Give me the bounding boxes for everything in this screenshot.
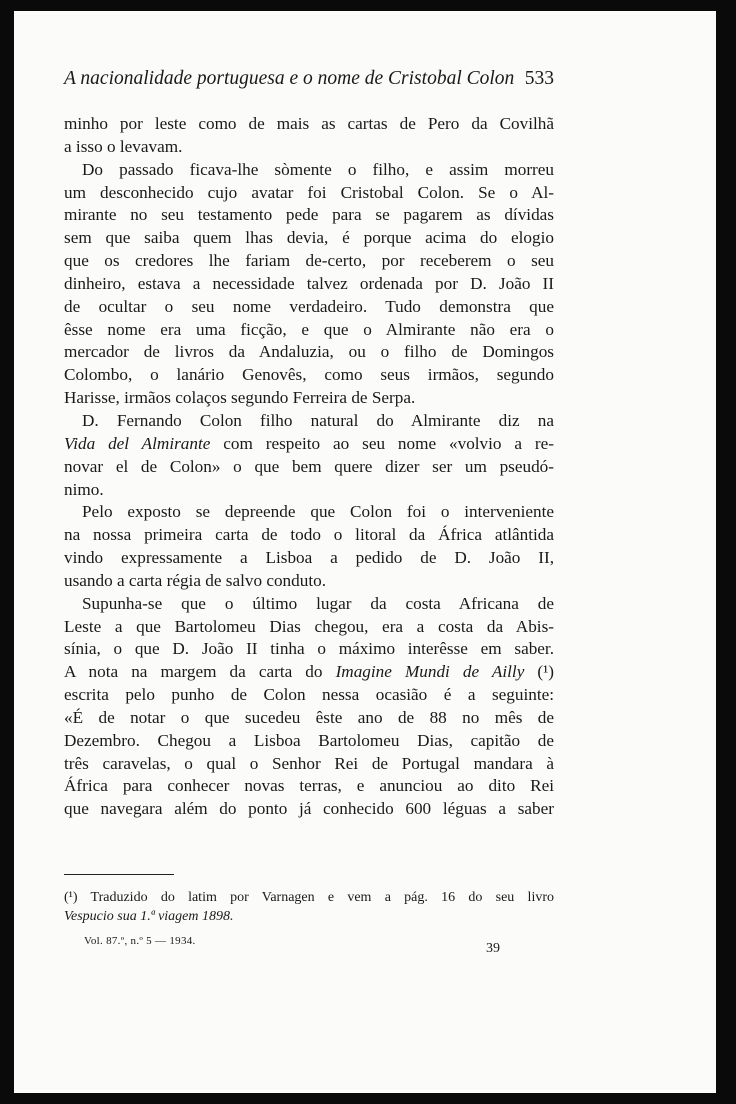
text-line: minho por leste como de mais as cartas de Pero da Covilhã — [64, 114, 554, 133]
text-line: Harisse, irmãos colaços segundo Ferreira de Serpa. — [64, 388, 416, 408]
text-line: nimo. — [64, 479, 104, 499]
text-line: usando a carta régia de salvo conduto. — [64, 570, 327, 590]
book-title-italic: Vida del Almirante — [64, 433, 211, 453]
text-line: três caravelas, o qual o Senhor Rei de Portugal mandara à — [64, 753, 554, 773]
footnote-divider — [64, 874, 174, 875]
signature-mark: 39 — [486, 941, 500, 956]
text-line: África para conhecer novas terras, e anunciou ao dito Rei — [64, 776, 554, 796]
running-title: A nacionalidade portuguesa e o nome de Cristobal Colon — [64, 68, 515, 89]
volume-line: Vol. 87.º, n.º 5 — 1934. — [84, 935, 196, 947]
text-line: D. Fernando Colon filho natural do Almirante diz na — [82, 410, 554, 430]
text-line: mercador de livros da Andaluzia, ou o filho de Domingos — [64, 342, 554, 362]
footnote-line — [64, 888, 554, 907]
text-line-mixed — [64, 661, 554, 684]
footnote — [64, 888, 554, 926]
footnote-text: Traduzido do latim por Varnagen e vem a pág. 16 do seu livro — [77, 890, 554, 905]
text-line: sem que saiba quem lhas devia, é porque acima do elogio — [64, 228, 554, 248]
text-line: um desconhecido cujo avatar foi Cristobal Colon. Se o Al- — [64, 182, 554, 202]
text-line: que navegara além do ponto já conhecido 600 léguas a saber — [64, 799, 554, 819]
text-line: vindo expressamente a Lisboa a pedido de D. João II, — [64, 548, 554, 568]
text-line: novar el de Colon» o que bem quere dizer ser um pseudó- — [64, 456, 554, 476]
text-line: Do passado ficava-lhe sòmente o filho, e assim morreu — [82, 159, 554, 179]
text-line: Dezembro. Chegou a Lisboa Bartolomeu Dias, capitão de — [64, 730, 554, 750]
footnote-marker: (¹) — [64, 890, 78, 905]
body-text — [64, 113, 554, 821]
text-line: Pelo exposto se depreende que Colon foi o interveniente — [82, 502, 554, 522]
text-fragment: com respeito ao seu nome «volvio a re- — [210, 433, 554, 453]
text-fragment: A nota na margem da carta do — [64, 662, 336, 682]
text-line: Colombo, o lanário Genovês, como seus irmãos, segundo — [64, 365, 554, 385]
text-line: na nossa primeira carta de todo o litoral da África atlântida — [64, 525, 554, 545]
footnote-line — [64, 907, 554, 926]
text-line: mirante no seu testamento pede para se pagarem as dívidas — [64, 205, 554, 225]
text-line: sínia, o que D. João II tinha o máximo interêsse em saber. — [64, 639, 554, 659]
book-title-italic: Imagine Mundi de Ailly — [335, 662, 525, 682]
footnote-ref: (¹) — [524, 662, 554, 682]
text-line: que os credores lhe fariam de-certo, por receberem o seu — [64, 251, 554, 271]
text-line: dinheiro, estava a necessidade talvez ordenada por D. João II — [64, 273, 554, 293]
text-line: a isso o levavam. — [64, 136, 183, 156]
text-line-mixed — [64, 433, 554, 456]
footnote-book-title: Vespucio sua 1.ª viagem 1898. — [64, 909, 234, 924]
text-line: de ocultar o seu nome verdadeiro. Tudo demonstra que — [64, 296, 554, 316]
text-line: êsse nome era uma ficção, e que o Almirante não era o — [64, 319, 554, 339]
text-line: Supunha-se que o último lugar da costa Africana de — [82, 593, 554, 613]
text-line: escrita pelo punho de Colon nessa ocasião é a seguinte: — [64, 685, 554, 705]
text-line: Leste a que Bartolomeu Dias chegou, era a costa da Abis- — [64, 616, 554, 636]
page-number: 533 — [524, 68, 554, 89]
text-line: «É de notar o que sucedeu êste ano de 88 no mês de — [64, 707, 554, 727]
